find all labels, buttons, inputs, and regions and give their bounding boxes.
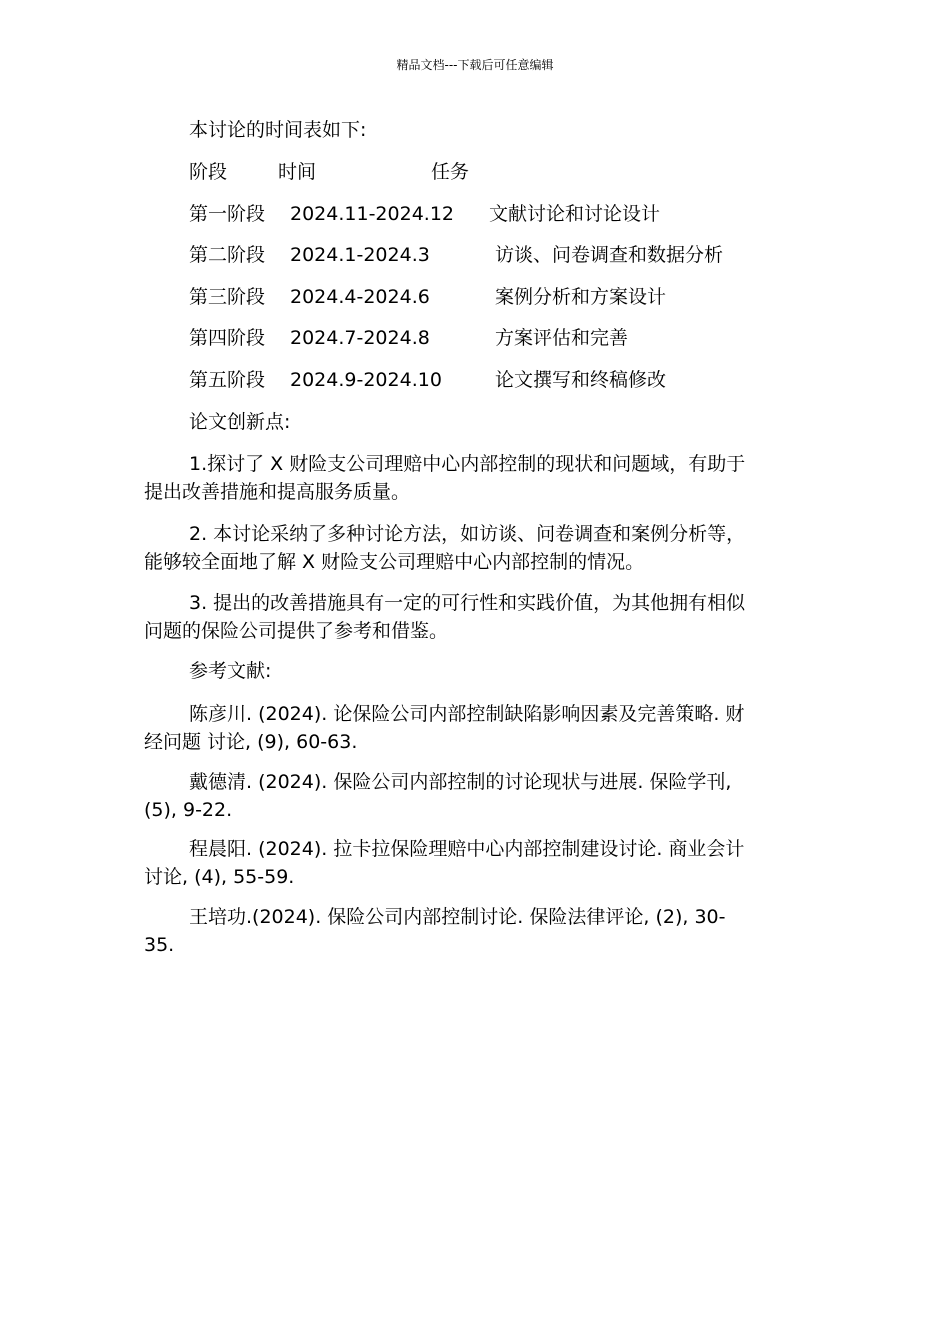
schedule-row-period: 2024.11-2024.12: [290, 203, 454, 225]
schedule-row-stage: 第三阶段: [189, 286, 266, 308]
innovation-heading: 论文创新点:: [189, 411, 291, 433]
schedule-row-period: 2024.1-2024.3: [290, 244, 430, 266]
schedule-header-time: 时间: [278, 161, 317, 183]
reference-item: [144, 835, 804, 891]
innovation-point-line: 提出改善措施和提高服务质量。: [144, 481, 411, 503]
innovation-point: [144, 589, 804, 645]
schedule-row-period: 2024.4-2024.6: [290, 286, 430, 308]
innovation-point-line: 2. 本讨论采纳了多种讨论方法，如访谈、问卷调查和案例分析等，: [189, 523, 746, 545]
reference-item: [144, 768, 804, 824]
schedule-row-task: 案例分析和方案设计: [495, 286, 667, 308]
innovation-point: [144, 450, 804, 506]
reference-line: (5), 9-22.: [144, 799, 233, 821]
schedule-row-task: 访谈、问卷调查和数据分析: [495, 244, 724, 266]
schedule-row-stage: 第四阶段: [189, 327, 266, 349]
schedule-header-stage: 阶段: [189, 161, 228, 183]
reference-item: [144, 700, 804, 756]
schedule-row-period: 2024.7-2024.8: [290, 327, 430, 349]
reference-item: [144, 903, 804, 959]
page-header-watermark: 精品文档---下载后可任意编辑: [396, 58, 554, 72]
schedule-row-stage: 第五阶段: [189, 369, 266, 391]
innovation-point-line: 能够较全面地了解 X 财险支公司理赔中心内部控制的情况。: [144, 551, 645, 573]
innovation-point-line: 3. 提出的改善措施具有一定的可行性和实践价值，为其他拥有相似: [189, 592, 746, 614]
reference-line: 王培功.(2024). 保险公司内部控制讨论. 保险法律评论, (2), 30-: [189, 906, 726, 928]
innovation-point-line: 问题的保险公司提供了参考和借鉴。: [144, 620, 449, 642]
reference-line: 35.: [144, 934, 175, 956]
schedule-row-task: 方案评估和完善: [495, 327, 629, 349]
schedule-row-task: 文献讨论和讨论设计: [489, 203, 661, 225]
reference-line: 程晨阳. (2024). 拉卡拉保险理赔中心内部控制建设讨论. 商业会计: [189, 838, 745, 860]
schedule-intro: 本讨论的时间表如下:: [189, 119, 367, 141]
schedule-header-task: 任务: [431, 161, 470, 183]
reference-line: 陈彦川. (2024). 论保险公司内部控制缺陷影响因素及完善策略. 财: [189, 703, 745, 725]
schedule-row-period: 2024.9-2024.10: [290, 369, 442, 391]
innovation-point: [144, 520, 804, 576]
innovation-point-line: 1.探讨了 X 财险支公司理赔中心内部控制的现状和问题域，有助于: [189, 453, 746, 475]
schedule-row-stage: 第一阶段: [189, 203, 266, 225]
references-heading: 参考文献:: [189, 660, 272, 682]
schedule-row-task: 论文撰写和终稿修改: [495, 369, 667, 391]
reference-line: 讨论, (4), 55-59.: [144, 866, 295, 888]
schedule-row-stage: 第二阶段: [189, 244, 266, 266]
reference-line: 戴德清. (2024). 保险公司内部控制的讨论现状与进展. 保险学刊,: [189, 771, 732, 793]
reference-line: 经问题 讨论, (9), 60-63.: [144, 731, 358, 753]
